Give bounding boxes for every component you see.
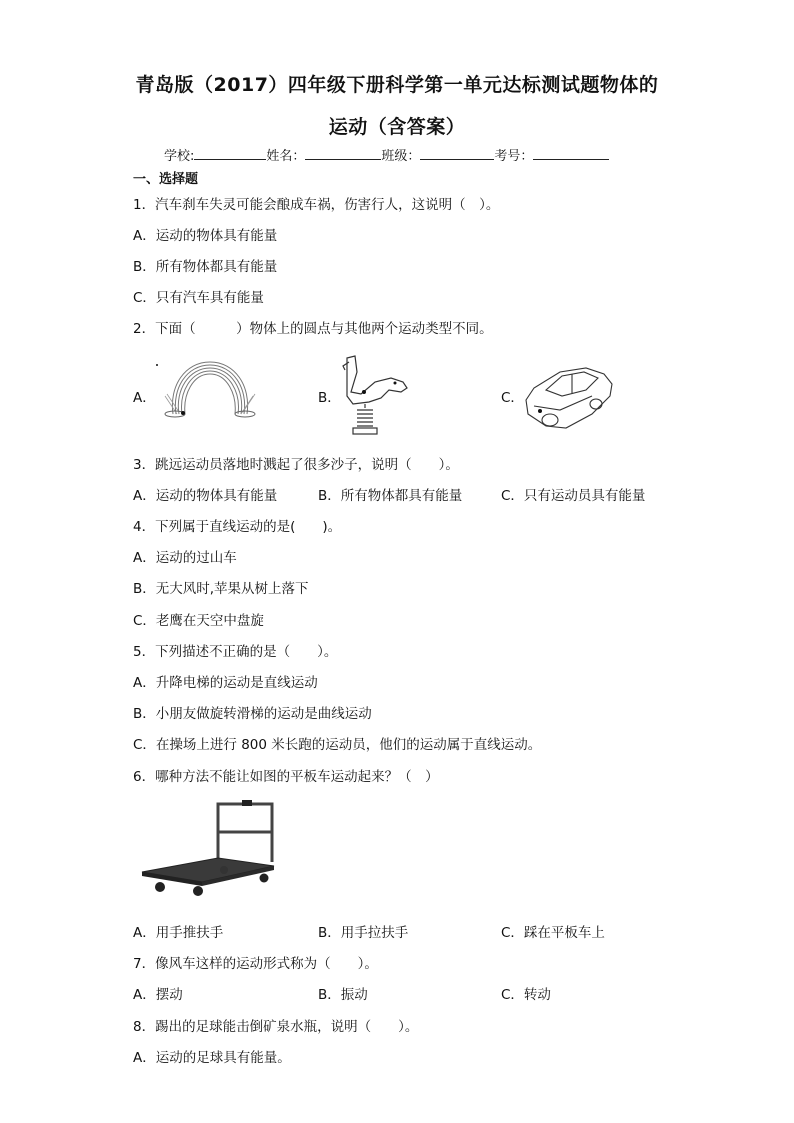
- question-4-option-b[interactable]: B．无大风时,苹果从树上落下: [133, 581, 309, 597]
- number-blank[interactable]: [533, 147, 609, 160]
- question-1-stem: 1．汽车刹车失灵可能会酿成车祸，伤害行人，这说明（ ）。: [133, 197, 500, 213]
- student-info-row: [164, 145, 609, 164]
- spring-toy-image: [155, 356, 265, 420]
- question-8-stem: 8．踢出的足球能击倒矿泉水瓶，说明（ ）。: [133, 1019, 419, 1035]
- page-title-line1: 青岛版（2017）四年级下册科学第一单元达标测试题物体的: [135, 74, 659, 96]
- question-2-option-c[interactable]: C．: [501, 390, 524, 406]
- question-3-option-b[interactable]: B．所有物体都具有能量: [318, 488, 463, 504]
- question-8-option-a[interactable]: A．运动的足球具有能量。: [133, 1050, 291, 1066]
- question-6-stem: 6．哪种方法不能让如图的平板车运动起来？（ ）: [133, 769, 439, 785]
- page-title-line2: 运动（含答案）: [328, 116, 466, 138]
- section-heading: 一、选择题: [133, 172, 199, 187]
- question-6-option-b[interactable]: B．用手拉扶手: [318, 925, 409, 941]
- question-2-option-a[interactable]: A．: [133, 390, 156, 406]
- school-blank[interactable]: [194, 147, 266, 160]
- spring-rocking-horse-image: [335, 352, 415, 438]
- flatbed-cart-image: [138, 798, 278, 896]
- question-5-option-b[interactable]: B．小朋友做旋转滑梯的运动是曲线运动: [133, 706, 372, 722]
- question-1-option-a[interactable]: A．运动的物体具有能量: [133, 228, 278, 244]
- question-5-stem: 5．下列描述不正确的是（ ）。: [133, 644, 338, 660]
- question-5-option-a[interactable]: A．升降电梯的运动是直线运动: [133, 675, 318, 691]
- question-4-option-c[interactable]: C．老鹰在天空中盘旋: [133, 613, 264, 629]
- question-6-option-c[interactable]: C．踩在平板车上: [501, 925, 605, 941]
- question-7-option-b[interactable]: B．振动: [318, 987, 368, 1003]
- question-2-option-b[interactable]: B．: [318, 390, 341, 406]
- question-1-option-b[interactable]: B．所有物体都具有能量: [133, 259, 278, 275]
- question-5-option-c[interactable]: C．在操场上进行 800 米长跑的运动员，他们的运动属于直线运动。: [133, 737, 542, 753]
- question-4-option-a[interactable]: A．运动的过山车: [133, 550, 237, 566]
- question-3-option-c[interactable]: C．只有运动员具有能量: [501, 488, 646, 504]
- question-2-stem: 2．下面（ ）物体上的圆点与其他两个运动类型不同。: [133, 321, 493, 337]
- name-blank[interactable]: [305, 147, 381, 160]
- question-4-stem: 4．下列属于直线运动的是( )。: [133, 519, 342, 535]
- name-label: 姓名：: [266, 149, 306, 164]
- school-label: 学校:: [164, 149, 195, 164]
- class-label: 班级：: [381, 149, 421, 164]
- question-7-stem: 7．像风车这样的运动形式称为（ ）。: [133, 956, 378, 972]
- question-7-option-a[interactable]: A．摆动: [133, 987, 183, 1003]
- question-3-option-a[interactable]: A．运动的物体具有能量: [133, 488, 278, 504]
- question-7-option-c[interactable]: C．转动: [501, 987, 551, 1003]
- question-6-option-a[interactable]: A．用手推扶手: [133, 925, 224, 941]
- class-blank[interactable]: [420, 147, 494, 160]
- question-1-option-c[interactable]: C．只有汽车具有能量: [133, 290, 264, 306]
- question-3-stem: 3．跳远运动员落地时溅起了很多沙子，说明（ ）。: [133, 457, 459, 473]
- car-image: [520, 362, 616, 432]
- number-label: 考号：: [494, 149, 534, 164]
